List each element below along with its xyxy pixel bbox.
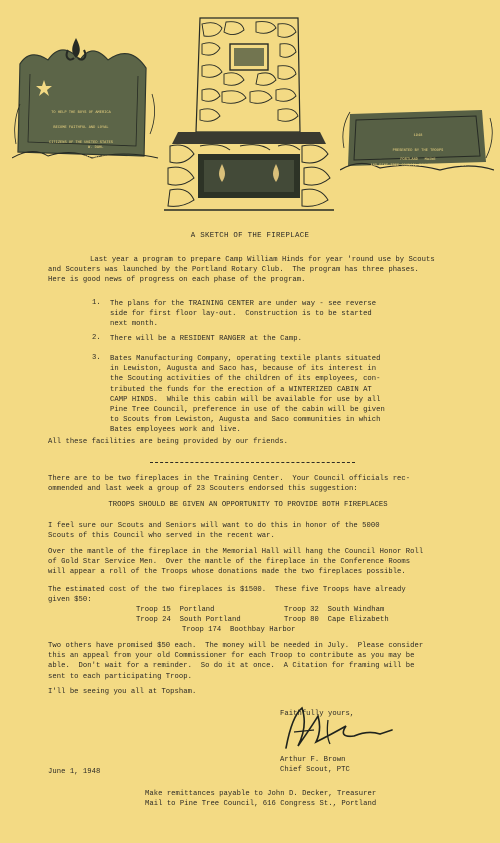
signoff: Faithfully yours, <box>280 710 355 718</box>
facilities-line: All these facilities are being provided by our friends. <box>48 438 288 446</box>
honor-paragraph: I feel sure our Scouts and Seniors will want to do this in honor of the 5000 Scouts of this Council who served in the recent war. <box>48 522 380 541</box>
mantle-paragraph: Over the mantle of the fireplace in the Memorial Hall will hang the Council Honor Roll of Gold Star Service Men. Over the mantle of the fireplace in the Conference Rooms will appear a roll of the Troops whose donations made the two fireplaces possible. <box>48 548 424 577</box>
item-text-3: Bates Manufacturing Company, operating textile plants situated in Lewiston, Augusta and Saco has, because of its interest in the Scouting activities of the children of its employees, con- tributed the funds for the erection of a WINTERIZED CABIN AT CAMP HINDS. While this cabin will be available for use by all Pine Tree Council, preference in use of the cabin will be given to Scouts from Lewiston, Augusta and Saco communities in which Bates employees work and live. <box>110 355 385 435</box>
suggestion-heading: TROOPS SHOULD BE GIVEN AN OPPORTUNITY TO PROVIDE BOTH FIREPLACES <box>108 501 388 509</box>
handwritten-signature <box>268 696 398 754</box>
left-plaque-footer: W. DAHL <box>88 146 104 150</box>
intro-paragraph: Last year a program to prepare Camp William Hinds for year 'round use by Scouts and Scouters was launched by the Portland Rotary Club. The program has three phases. Here is good news of progress on each phase of the program. <box>48 256 435 285</box>
item-number-3: 3. <box>92 354 101 362</box>
closing-line: I'll be seeing you all at Topsham. <box>48 688 197 696</box>
cost-paragraph: The estimated cost of the two fireplaces is $1500. These five Troops have already given $50: <box>48 586 406 605</box>
document-title: A SKETCH OF THE FIREPLACE <box>190 232 310 240</box>
promised-paragraph: Two others have promised $50 each. The money will be needed in July. Please consider this an appeal from your old Commissioner for each Troop to contribute as you may be able. Don't wait for a reminder. So do it at once. A Citation for framing will be sent to each participating Troop. <box>48 642 424 681</box>
troop-15: Troop 15 Portland <box>136 606 215 614</box>
right-plaque-inscription: 1948 PRESENTED BY THE TROOPS AND PINE TREE COUNCIL BOY SCOUTS OF AMERICA <box>370 134 466 168</box>
remittance-line-1: Make remittances payable to John D. Decker, Treasurer <box>145 790 377 798</box>
troop-24: Troop 24 South Portland <box>136 616 241 624</box>
left-plaque-inscription: TO HELP THE BOYS OF AMERICA BECOME FAITHFUL AND LOYAL CITIZENS OF THE UNITED STATES THAT THE COUNCIL MAY BE ASSURED OF THEIR FUTURE <box>49 111 113 175</box>
remittance-line-2: Mail to Pine Tree Council, 616 Congress St., Portland <box>145 800 377 808</box>
item-number-1: 1. <box>92 299 101 307</box>
item-text-2: There will be a RESIDENT RANGER at the Camp. <box>110 335 302 343</box>
letter-date: June 1, 1948 <box>48 768 101 776</box>
signer-name: Arthur F. Brown <box>280 756 346 764</box>
right-plaque-footer: PORTLAND MAINE <box>400 158 436 162</box>
section-divider <box>150 462 355 463</box>
fireplaces-paragraph: There are to be two fireplaces in the Training Center. Your Council officials rec- ommended and last week a group of 23 Scouters endorsed this suggestion: <box>48 475 411 494</box>
item-number-2: 2. <box>92 334 101 342</box>
troop-32: Troop 32 South Windham <box>284 606 385 614</box>
troop-174: Troop 174 Boothbay Harbor <box>182 626 296 634</box>
fireplace-illustration <box>160 14 338 214</box>
signer-title: Chief Scout, PTC <box>280 766 350 774</box>
troop-80: Troop 80 Cape Elizabeth <box>284 616 389 624</box>
item-text-1: The plans for the TRAINING CENTER are under way - see reverse side for first floor lay-out. Construction is to be started next month. <box>110 300 377 329</box>
